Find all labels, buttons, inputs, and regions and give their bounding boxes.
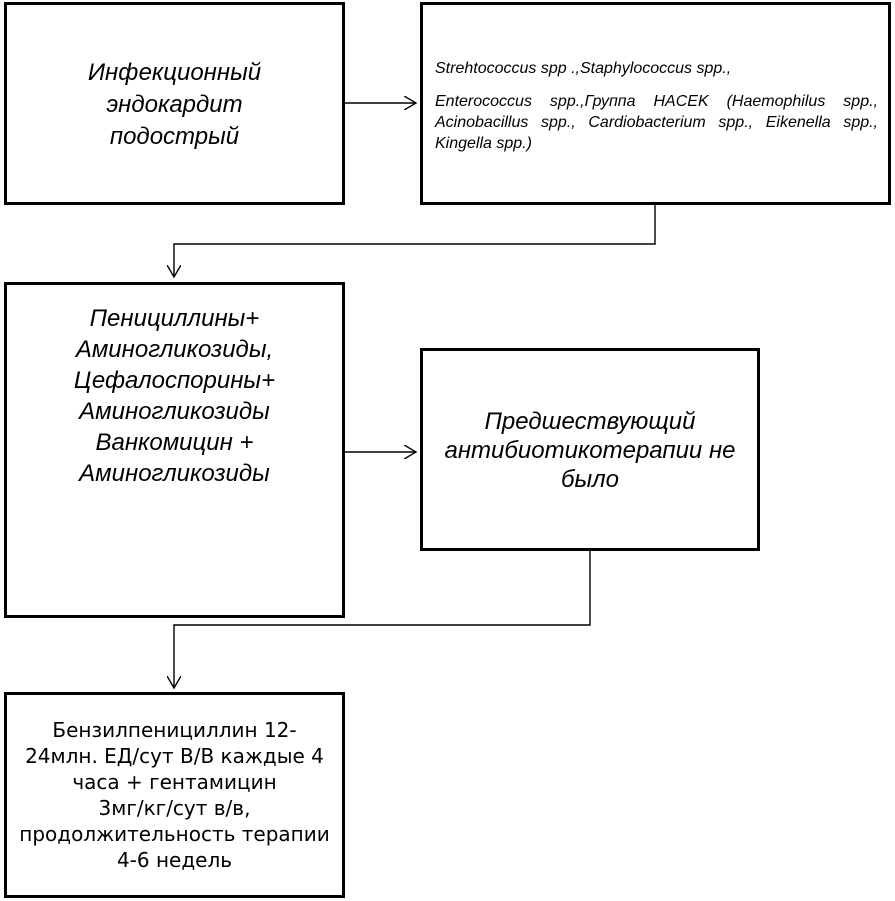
arrow-box2-to-box3	[174, 205, 655, 277]
node-text-line: Аминогликозиды	[79, 460, 270, 487]
node-text-line: Strehtococcus spp .,Staphylococcus spp.,	[435, 60, 732, 77]
node-text-line: антибиотикотерапии не	[444, 437, 736, 464]
node-text-line: эндокардит	[106, 91, 243, 118]
node-text-line: Аминогликозиды,	[75, 336, 274, 363]
node-text-line: Ванкомицин +	[95, 429, 254, 456]
node-text-line: Аминогликозиды	[79, 398, 270, 425]
node-text-line: Предшествующий	[484, 408, 696, 435]
node-text-line: Бензилпенициллин 12-	[52, 718, 297, 742]
node-no-prior-therapy	[420, 348, 760, 551]
node-text-line: было	[560, 466, 620, 493]
node-text-line: Инфекционный	[87, 59, 262, 86]
node-pathogens	[420, 2, 891, 205]
node-text-line: часа + гентамицин	[72, 770, 277, 794]
node-text-line: 3мг/кг/сут в/в,	[98, 796, 251, 820]
node-antibiotic-options	[4, 282, 345, 618]
node-text-line: подострый	[109, 123, 240, 150]
node-text-line: Пенициллины+	[89, 305, 260, 332]
node-text-line: 24млн. ЕД/сут В/В каждые 4	[25, 744, 324, 768]
node-treatment-regimen	[4, 692, 345, 898]
node-text-line: 4-6 недель	[116, 848, 233, 872]
node-text-line: продолжительность терапии	[19, 822, 330, 846]
node-text-line: Цефалоспорины+	[73, 367, 276, 394]
node-text-paragraph: Enterococcus spp.,Группа HACEK (Haemophilus spp., Acinobacillus spp., Cardiobacterium spp., Eikenella spp., Kingella spp.)	[435, 93, 878, 152]
node-infective-endocarditis	[4, 2, 345, 205]
